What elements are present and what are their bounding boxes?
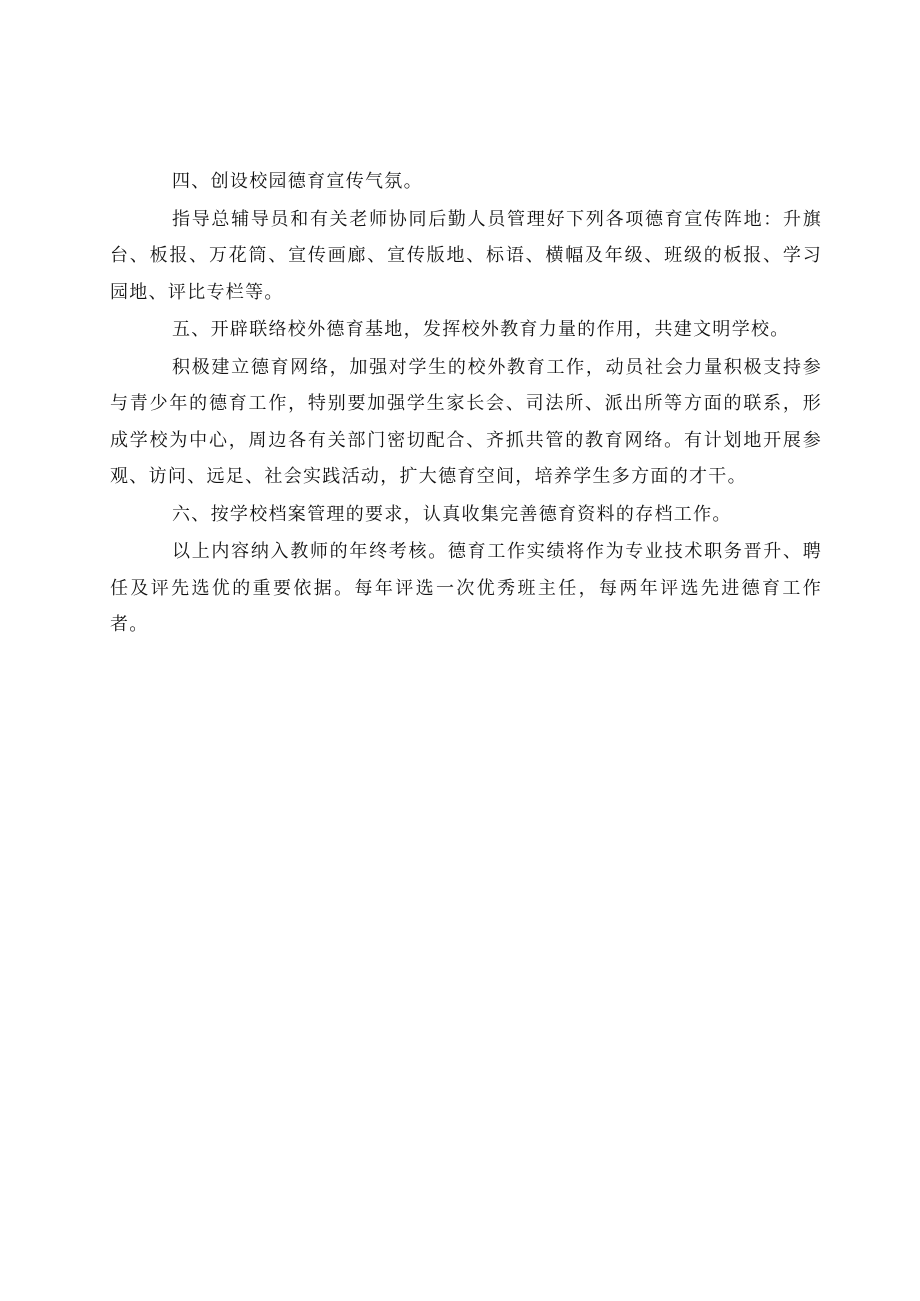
section-heading-4: 四、创设校园德育宣传气氛。 [172, 171, 423, 192]
document-page [110, 164, 822, 645]
paragraph-propaganda-sites: 指导总辅导员和有关老师协同后勤人员管理好下列各项德育宣传阵地：升旗台、板报、万花筒、宣传画廊、宣传版地、标语、横幅及年级、班级的板报、学习园地、评比专栏等。 [110, 208, 822, 303]
section-heading-6: 六、按学校档案管理的要求，认真收集完善德育资料的存档工作。 [172, 503, 732, 525]
section-heading-5: 五、开辟联络校外德育基地，发挥校外教育力量的作用，共建文明学校。 [172, 319, 790, 340]
paragraph-assessment: 以上内容纳入教师的年终考核。德育工作实绩将作为专业技术职务晋升、聘任及评先选优的重要依据。每年评选一次优秀班主任，每两年评选先进德育工作者。 [110, 541, 822, 635]
paragraph-moral-network: 积极建立德育网络，加强对学生的校外教育工作，动员社会力量积极支持参与青少年的德育工作，特别要加强学生家长会、司法所、派出所等方面的联系，形成学校为中心，周边各有关部门密切配合、齐抓共管的教育网络。有计划地开展参观、访问、远足、社会实践活动，扩大德育空间，培养学生多方面的才干。 [110, 356, 822, 487]
